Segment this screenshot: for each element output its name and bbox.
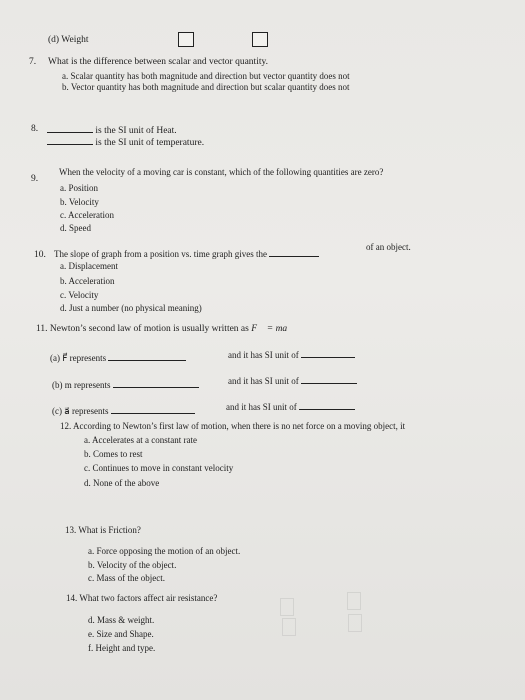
bleed-through-box — [348, 614, 362, 632]
q10-suffix: of an object. — [366, 242, 411, 252]
q10-text-prefix: The slope of graph from a position vs. time graph gives the — [54, 249, 267, 259]
q13-option-c: c. Mass of the object. — [88, 573, 165, 583]
q11a-row — [50, 351, 186, 364]
q7-number: 7. — [29, 57, 37, 67]
q11c-unit-text: and it has SI unit of — [226, 402, 297, 412]
q11c-row — [52, 404, 195, 417]
bleed-through-box — [282, 618, 296, 636]
q10-option-b: b. Acceleration — [60, 276, 115, 286]
q11b-unit-row — [228, 374, 357, 387]
q8-line2-text: is the SI unit of temperature. — [95, 138, 205, 148]
q10-text — [54, 247, 319, 260]
bleed-through-box — [280, 598, 294, 616]
q10-option-a: a. Displacement — [60, 261, 118, 271]
q8-line1-text: is the SI unit of Heat. — [95, 126, 177, 136]
q14-text: 14. What two factors affect air resistance? — [66, 593, 218, 603]
q8-blank-2[interactable] — [47, 135, 93, 145]
q13-option-a: a. Force opposing the motion of an object. — [88, 546, 241, 556]
q11-text — [36, 323, 295, 335]
q7-option-a: a. Scalar quantity has both magnitude and direction but vector quantity does not — [62, 71, 350, 81]
q11a-unit-text: and it has SI unit of — [228, 350, 299, 360]
q11b-row — [52, 378, 199, 391]
q9-option-b: b. Velocity — [60, 197, 99, 207]
q11c-label: (c) a⃗ represents — [52, 406, 109, 416]
q9-number: 9. — [31, 174, 39, 184]
q9-option-d: d. Speed — [60, 223, 91, 233]
q8-line2 — [47, 135, 204, 149]
checkbox-1[interactable] — [178, 32, 194, 47]
q10-option-d: d. Just a number (no physical meaning) — [60, 303, 202, 313]
q11b-unit-text: and it has SI unit of — [228, 376, 299, 386]
checkbox-2[interactable] — [252, 32, 268, 47]
q6-option-d: (d) Weight — [48, 35, 89, 45]
q11b-blank-2[interactable] — [301, 374, 357, 384]
q14-option-f: f. Height and type. — [88, 643, 156, 653]
q13-option-b: b. Velocity of the object. — [88, 560, 177, 570]
q11a-unit-row — [228, 348, 355, 361]
q12-option-b: b. Comes to rest — [84, 449, 143, 459]
q10-option-c: c. Velocity — [60, 290, 99, 300]
bleed-through-box — [347, 592, 361, 610]
q9-option-a: a. Position — [60, 183, 99, 193]
q11a-blank-2[interactable] — [301, 348, 355, 358]
q11-formula: F⃗ = ma⃗ — [251, 324, 295, 334]
q11c-blank-1[interactable] — [111, 404, 195, 414]
q10-number: 10. — [34, 250, 46, 260]
q7-option-b: b. Vector quantity has both magnitude and direction but scalar quantity does not — [62, 82, 350, 92]
q10-blank[interactable] — [269, 247, 319, 257]
q11b-label: (b) m represents — [52, 380, 111, 390]
q11-text-label: 11. Newton’s second law of motion is usually written as — [36, 324, 249, 334]
q11c-unit-row — [226, 400, 355, 413]
q7-text: What is the difference between scalar and vector quantity. — [48, 57, 268, 67]
q9-text: When the velocity of a moving car is constant, which of the following quantities are zero? — [59, 167, 384, 177]
q14-option-e: e. Size and Shape. — [88, 629, 154, 639]
q11a-blank-1[interactable] — [108, 351, 186, 361]
q8-number: 8. — [31, 124, 39, 134]
q14-option-d: d. Mass & weight. — [88, 615, 155, 625]
q9-option-c: c. Acceleration — [60, 210, 114, 220]
q12-option-a: a. Accelerates at a constant rate — [84, 435, 197, 445]
q11b-blank-1[interactable] — [113, 378, 199, 388]
q12-text: 12. According to Newton’s first law of motion, when there is no net force on a moving object, it — [60, 421, 406, 431]
q8-blank-1[interactable] — [47, 123, 93, 133]
q12-option-c: c. Continues to move in constant velocity — [84, 463, 234, 473]
q11c-blank-2[interactable] — [299, 400, 355, 410]
q11a-label: (a) F⃗ represents — [50, 353, 107, 363]
q13-text: 13. What is Friction? — [65, 525, 141, 535]
q12-option-d: d. None of the above — [84, 478, 160, 488]
